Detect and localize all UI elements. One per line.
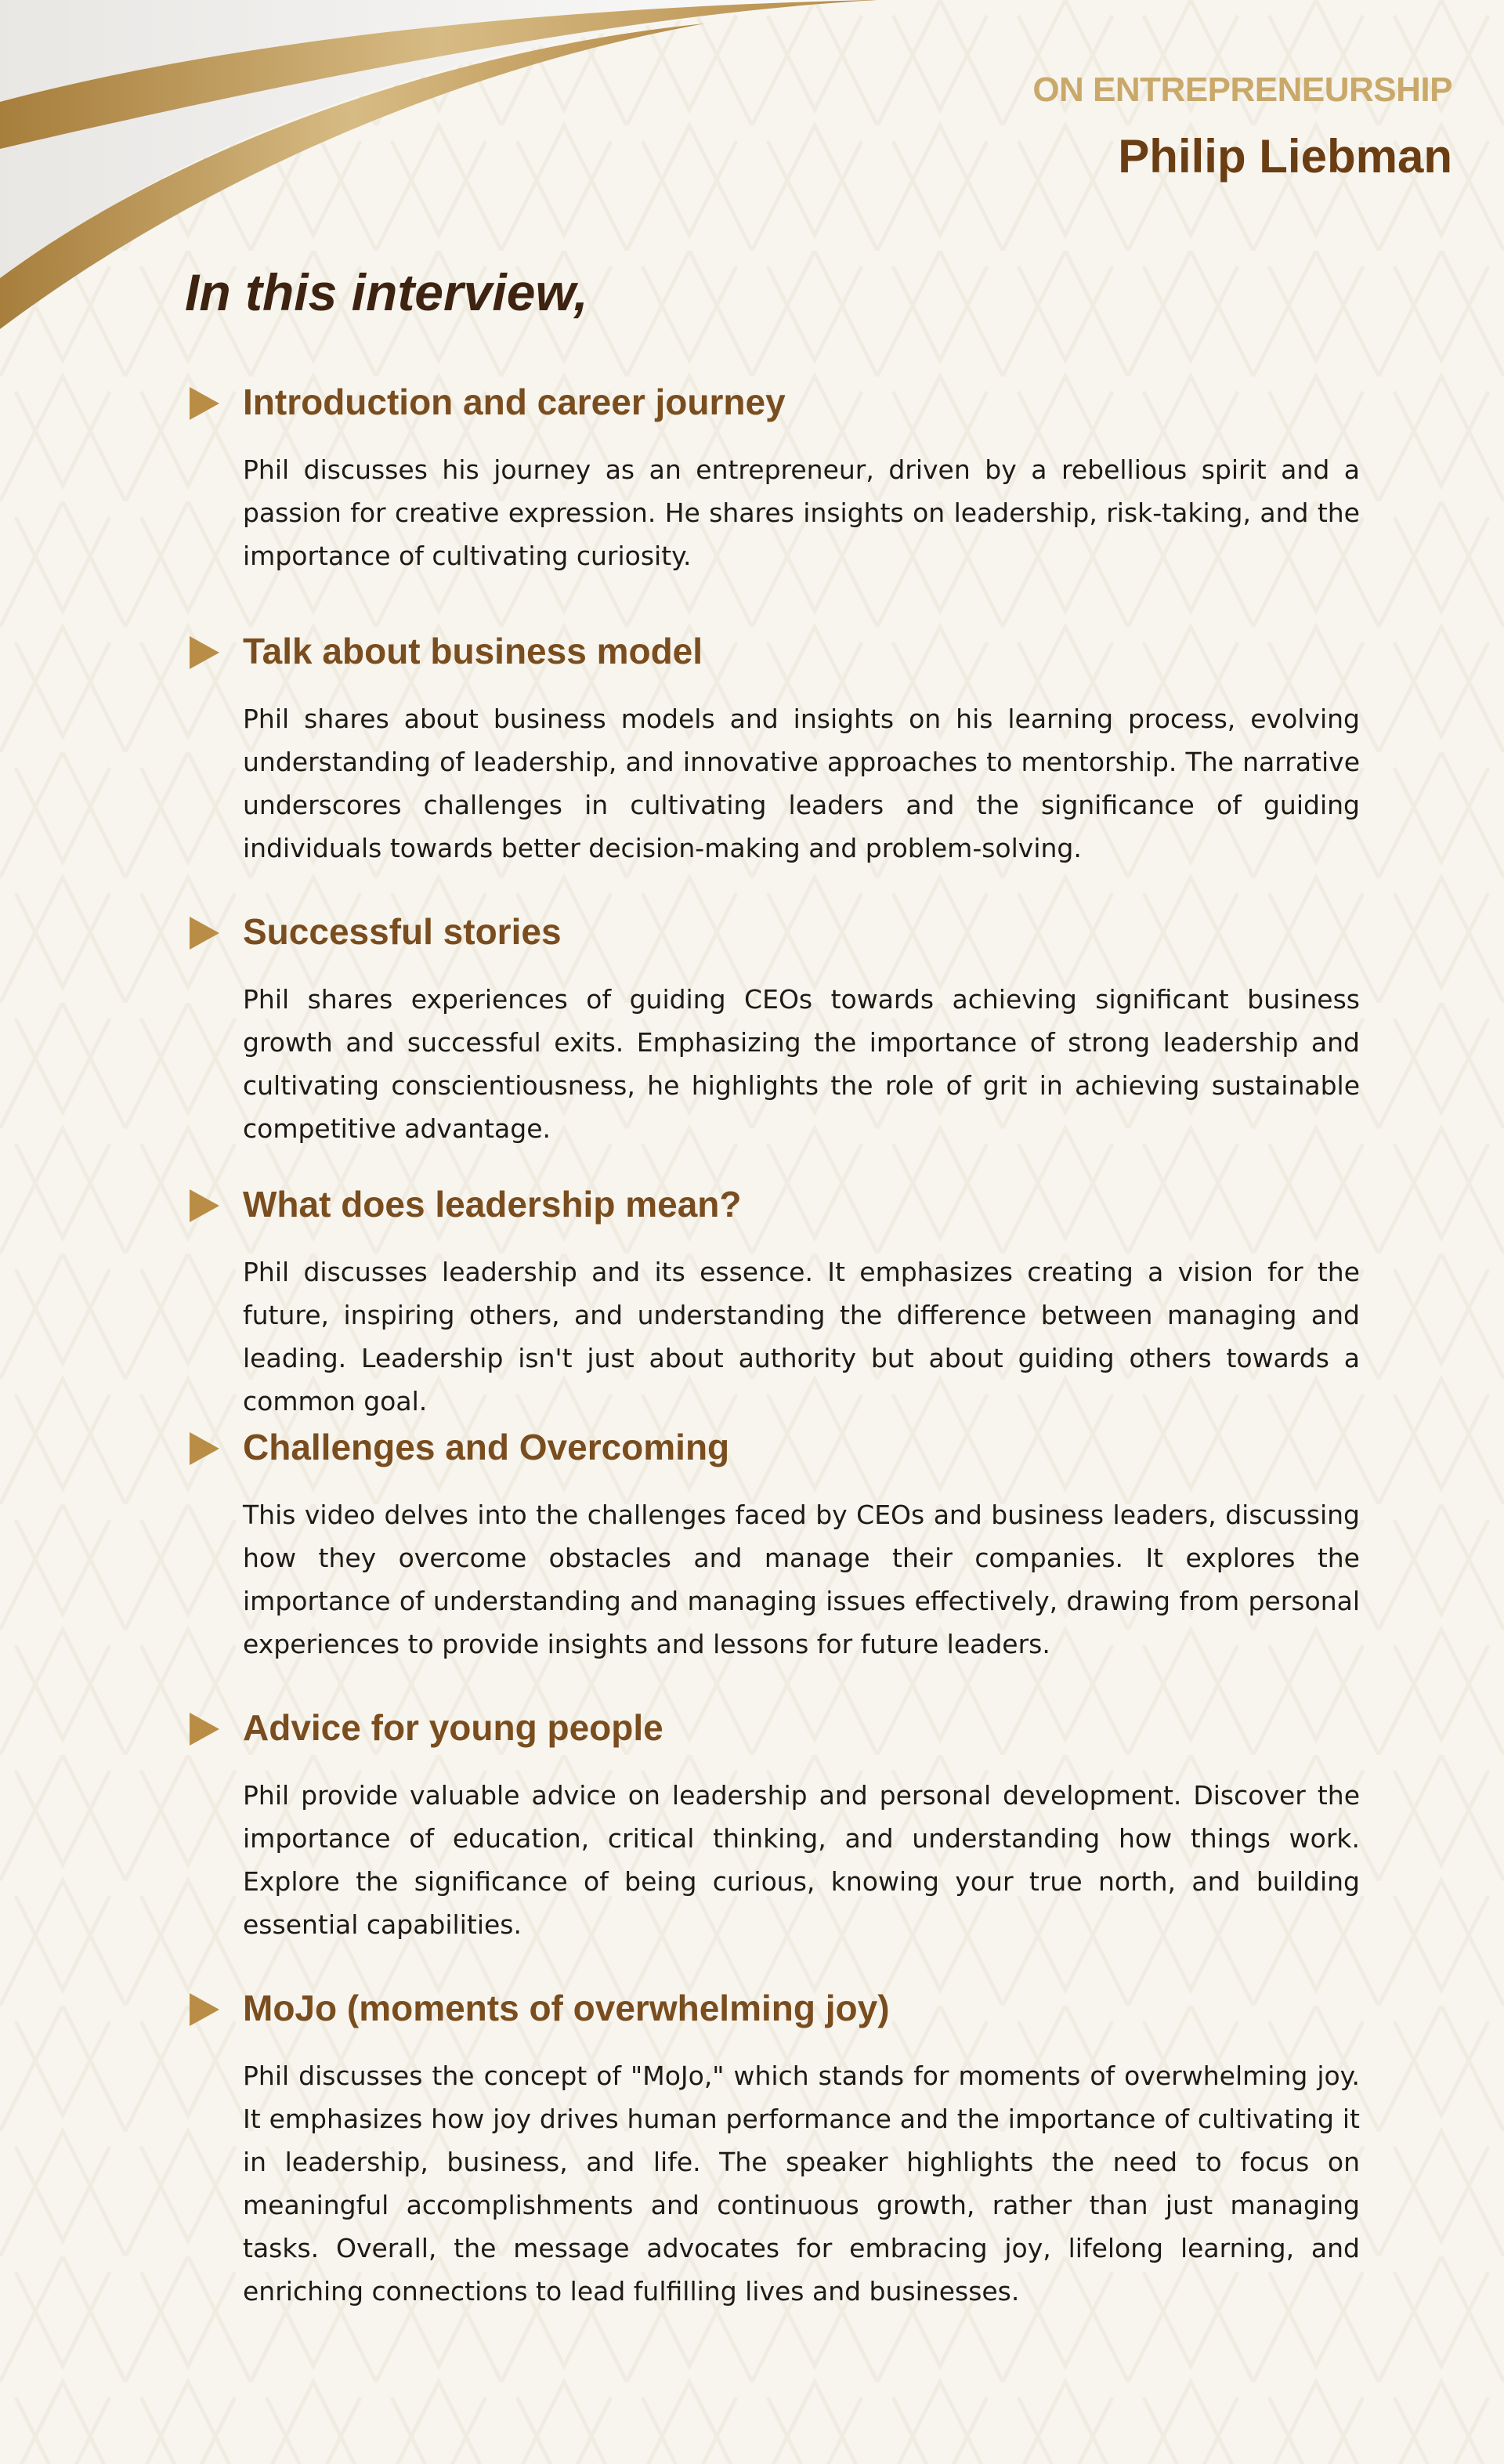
section-body: This video delves into the challenges faced by CEOs and business leaders, discussing how they overcome obstacles and manage their companies. It explores the importance of understanding and managing issues effectively, drawing from personal experiences to provide insights and lessons for future leaders. xyxy=(243,1500,1360,1659)
section-item xyxy=(185,906,1360,1178)
section-body: Phil discusses the concept of "MoJo," which stands for moments of overwhelming joy. It emphasizes how joy drives human performance and the importance of cultivating it in leadership, business, and life. The speaker highlights the need to focus on meaningful accomplishments and continuous growth, rather than just managing tasks. Overall, the message advocates for embracing joy, lifelong learning, and enriching connections to lead fulfilling lives and businesses. xyxy=(243,2061,1360,2307)
section-item xyxy=(185,1702,1360,1982)
section-item xyxy=(185,1982,1360,2343)
section-body: Phil shares about business models and insights on his learning process, evolving understanding of leadership, and innovative approaches to mentorship. The narrative underscores challenges in cultivating leaders and the significance of guiding individuals towards better decision-making and problem-solving. xyxy=(243,704,1360,863)
intro-title: In this interview, xyxy=(185,263,588,321)
triangle-bullet-icon xyxy=(190,917,219,950)
section-title: MoJo (moments of overwhelming joy) xyxy=(243,1988,890,2028)
section-title: Successful stories xyxy=(243,911,562,952)
triangle-bullet-icon xyxy=(190,1432,219,1465)
section-title: Challenges and Overcoming xyxy=(243,1427,730,1467)
section-item xyxy=(185,1421,1360,1702)
section-body: Phil shares experiences of guiding CEOs towards achieving significant business growth and successful exits. Emphasizing the importance of strong leadership and cultivating conscientiousness, he highlights the role of grit in achieving sustainable competitive advantage. xyxy=(243,984,1360,1144)
triangle-bullet-icon xyxy=(190,1713,219,1746)
section-body: Phil discusses leadership and its essence. It emphasizes creating a vision for the future, inspiring others, and understanding the difference between managing and leading. Leadership isn't just about authority but about guiding others towards a common goal. xyxy=(243,1257,1360,1417)
section-title: Talk about business model xyxy=(243,631,703,671)
section-title: Introduction and career journey xyxy=(243,382,786,422)
section-item xyxy=(185,376,1360,625)
triangle-bullet-icon xyxy=(190,636,219,669)
section-item xyxy=(185,625,1360,906)
triangle-bullet-icon xyxy=(190,1993,219,2026)
section-list xyxy=(185,376,1360,2343)
triangle-bullet-icon xyxy=(190,1189,219,1222)
section-item xyxy=(185,1178,1360,1421)
section-body: Phil discusses his journey as an entrepreneur, driven by a rebellious spirit and a passion for creative expression. He shares insights on leadership, risk-taking, and the importance of cultivating curiosity. xyxy=(243,454,1360,571)
section-title: Advice for young people xyxy=(243,1707,663,1748)
section-title: What does leadership mean? xyxy=(243,1184,742,1225)
triangle-bullet-icon xyxy=(190,387,219,420)
section-body: Phil provide valuable advice on leadership and personal development. Discover the importance of education, critical thinking, and understanding how things work. Explore the significance of being curious, knowing your true north, and building essential capabilities. xyxy=(243,1780,1360,1940)
interviewee-name: Philip Liebman xyxy=(1118,130,1452,183)
header-kicker: ON ENTREPRENEURSHIP xyxy=(1032,71,1452,109)
